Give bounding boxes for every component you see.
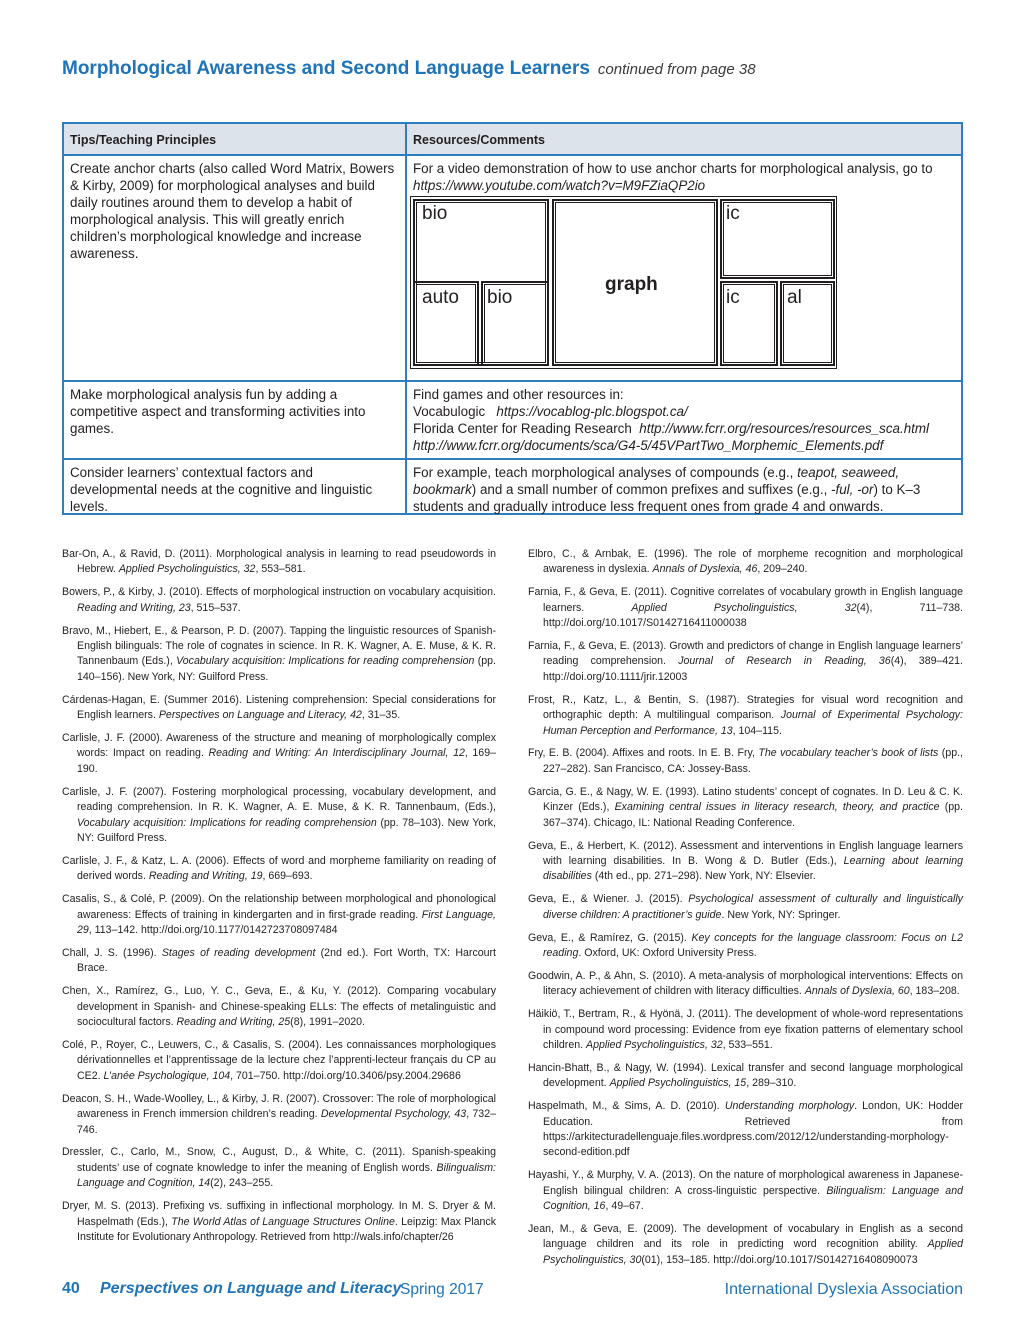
reference-text: Geva, E., & Herbert, K. (2012). Assessment and interventions in English language learners with learning disabilities. In B. Wong & D. Butler (Eds.), <box>528 839 963 867</box>
reference-source: Vocabulary acquisition: Implications for reading comprehension <box>176 655 475 668</box>
compound-examples: teapot, seaweed, bookmark <box>413 465 900 497</box>
reference-text: Fry, E. B. (2004). Affixes and roots. In E. B. Fry, <box>528 747 759 760</box>
reference-source: Understanding morphology <box>724 1100 855 1113</box>
reference-details: (pp., 227–282). San Francisco, CA: Jossey-Bass. <box>543 747 963 775</box>
page-number: 40 <box>62 1280 80 1297</box>
reference-source: Annals of Dyslexia, 60 <box>804 985 910 998</box>
reference-entry <box>528 1099 963 1161</box>
reference-source: Applied Psycholinguistics, 30 <box>543 1238 963 1266</box>
reference-entry <box>528 1007 963 1053</box>
reference-entry <box>62 1038 496 1084</box>
reference-text: Deacon, S. H., Wade-Woolley, L., & Kirby, J. R. (2007). Crossover: The role of morphological awareness in French immersion children’s reading. <box>62 1092 496 1121</box>
reference-details: (8), 1991–2020. <box>290 1016 365 1029</box>
reference-text: Carlisle, J. F. (2007). Fostering morphological processing, vocabulary development, and reading comprehension. In R. K. Wagner, A. E. Muse, & K. R. Tannenbaum, (Eds.), <box>62 785 496 814</box>
reference-details: , 515–537. <box>190 601 241 614</box>
reference-entry <box>528 892 963 923</box>
suffix-ic: ic <box>726 287 740 308</box>
reference-entry <box>62 624 496 686</box>
references-right-column <box>528 547 963 1276</box>
reference-text: Häikiö, T., Bertram, R., & Hyönä, J. (2011). The development of whole-word representations in compound word processing: Evidence from eye fixation patterns of elementary school children. <box>528 1008 963 1051</box>
reference-source: Applied Psycholinguistics, 32 <box>586 1038 723 1051</box>
vocabulogic-label: Vocabulogic <box>413 404 486 419</box>
reference-entry <box>62 547 496 578</box>
fcrr-pdf-link[interactable]: http://www.fcrr.org/documents/sca/G4-5/45VPartTwo_Morphemic_Elements.pdf <box>413 438 884 453</box>
reference-entry <box>62 892 496 938</box>
reference-entry <box>62 785 496 847</box>
reference-source: Applied Psycholinguistics, 32 <box>118 563 256 576</box>
reference-details: (pp. 367–374). Chicago, IL: National Reading Conference. <box>543 801 963 829</box>
reference-entry <box>62 946 496 977</box>
reference-details: , 669–693. <box>262 870 313 883</box>
tip-cell: Create anchor charts (also called Word Matrix, Bowers & Kirby, 2009) for morphological analyses and build daily routines around them to develop a habit of morphological analysis. This will greatly enrich children’s morphological knowledge and increase awareness. <box>64 154 407 380</box>
reference-entry <box>62 1145 496 1191</box>
page-header <box>62 58 962 80</box>
reference-source: Reading and Writing, 23 <box>77 601 191 614</box>
issue-season: Spring 2017 <box>400 1281 484 1298</box>
reference-entry <box>62 854 496 885</box>
tip-cell: Make morphological analysis fun by adding a competitive aspect and transforming activities into games. <box>64 380 407 458</box>
affix-examples: -ful, -or <box>831 482 874 497</box>
reference-details: . London, UK: Hodder Education. Retrieved from https://arkitecturadellenguaje.files.wordpress.com/2012/12/understanding-morphology-second-edition.pdf <box>543 1100 964 1159</box>
reference-source: Examining central issues in literacy research, theory, and practice <box>614 801 940 814</box>
reference-details: , 533–551. <box>722 1038 773 1051</box>
reference-source: Stages of reading development <box>161 946 316 959</box>
reference-text: Farnia, F., & Geva, E. (2011). Cognitive correlates of vocabulary growth in English language learners. <box>528 586 963 614</box>
reference-source: Reading and Writing: An Interdisciplinary Journal, 12 <box>208 747 465 760</box>
reference-source: First Language, 29 <box>77 908 496 937</box>
reference-details: , 701–750. http://doi.org/10.3406/psy.2004.29686 <box>230 1069 461 1082</box>
reference-details: , 104–115. <box>732 724 782 737</box>
reference-entry <box>528 639 963 685</box>
reference-text: Colé, P., Royer, C., Leuwers, C., & Casalis, S. (2004). Les connaissances morphologiques dérivationnelles et l’apprentissage de la lecture chez l’apprenti-lecteur français du CP au CE2. <box>62 1038 496 1082</box>
youtube-link[interactable]: https://www.youtube.com/watch?v=M9FZiaQP2io <box>413 178 706 193</box>
resource-text: For a video demonstration of how to use anchor charts for morphological analysis, go to <box>413 161 933 176</box>
reference-details: (4), 711–738. http://doi.org/10.1017/S0142716411000038 <box>543 601 963 630</box>
suffix-ic-top: ic <box>726 203 740 224</box>
reference-text: Elbro, C., & Arnbak, E. (1996). The role of morpheme recognition and morphological awareness in dyslexia. <box>528 548 963 576</box>
reference-details: (2nd ed.). Fort Worth, TX: Harcourt Brace. <box>77 946 496 975</box>
reference-source: Reading and Writing, 25 <box>176 1016 291 1029</box>
reference-text: Hayashi, Y., & Murphy, V. A. (2013). On the nature of morphological awareness in Japanese-English bilingual children: A cross-linguistic perspective. <box>528 1169 963 1197</box>
reference-source: Journal of Experimental Psychology: Human Perception and Performance, 13 <box>543 709 964 737</box>
reference-details: (pp. 78–103). New York, NY: Guilford Press. <box>77 816 496 844</box>
reference-entry <box>528 1222 963 1268</box>
reference-entry <box>62 731 496 777</box>
resource-line <box>413 403 955 420</box>
reference-text: Cárdenas-Hagan, E. (Summer 2016). Listening comprehension: Special considerations for English learners. <box>62 693 496 722</box>
reference-entry <box>528 547 963 578</box>
reference-text: Geva, E., & Wiener. J. (2015). <box>528 893 689 906</box>
base-graph: graph <box>605 274 658 295</box>
reference-details: . New York, NY: Springer. <box>721 908 841 921</box>
reference-details: (pp. 140–156). New York, NY: Guilford Press. <box>77 655 496 683</box>
reference-details: , 49–67. <box>605 1200 644 1213</box>
reference-entry <box>62 585 496 616</box>
reference-source: Perspectives on Language and Literacy, 42 <box>158 709 362 722</box>
reference-details: , 31–35. <box>361 709 401 722</box>
reference-details: . Leipzig: Max Planck Institute for Evolutionary Anthropology. Retrieved from http://wals.info/chapter/26 <box>77 1215 496 1243</box>
resource-text: ) and a small number of common prefixes and suffixes (e.g., <box>471 482 832 497</box>
reference-text: Dryer, M. S. (2013). Prefixing vs. suffixing in inflectional morphology. In M. S. Dryer & M. Haspelmath (Eds.), <box>62 1200 496 1228</box>
resource-text: ) to K–3 students and gradually introduce less frequent ones from grade 4 and onwards. <box>413 482 921 514</box>
reference-source: Key concepts for the language classroom: Focus on L2 reading <box>543 931 963 959</box>
reference-text: Carlisle, J. F. (2000). Awareness of the structure and meaning of morphologically complex words: Impact on reading. <box>62 732 496 760</box>
resource-line <box>413 420 955 437</box>
reference-details: , 113–142. http://doi.org/10.1177/0142723708097484 <box>88 924 338 937</box>
reference-source: Annals of Dyslexia, 46 <box>652 563 758 576</box>
reference-text: Geva, E., & Ramírez, G. (2015). <box>528 931 692 944</box>
reference-details: , 183–208. <box>909 985 960 998</box>
reference-details: (2), 243–255. <box>210 1177 274 1190</box>
reference-text: Chen, X., Ramírez, G., Luo, Y. C., Geva, E., & Ku, Y. (2012). Comparing vocabulary development in Spanish- and Chinese-speaking ELLs: The effects of metalinguistic and sociocultural factors. <box>62 985 496 1029</box>
reference-entry <box>528 1061 963 1092</box>
reference-entry <box>62 984 496 1030</box>
reference-source: The World Atlas of Language Structures Online <box>171 1215 395 1228</box>
col-header-tips: Tips/Teaching Principles <box>64 124 407 154</box>
reference-entry <box>528 931 963 962</box>
reference-entry <box>528 693 963 739</box>
reference-source: Learning about learning disabilities <box>543 854 963 883</box>
reference-text: Haspelmath, M., & Sims, A. D. (2010). <box>528 1100 725 1113</box>
reference-entry <box>528 969 963 1000</box>
prefix-bio-top: bio <box>422 203 448 224</box>
reference-entry <box>62 1092 496 1138</box>
reference-source: The vocabulary teacher’s book of lists <box>758 747 939 760</box>
journal-name: Perspectives on Language and Literacy <box>100 1280 402 1297</box>
col-header-resources: Resources/Comments <box>413 133 545 147</box>
prefix-bio: bio <box>487 287 513 308</box>
reference-details: (01), 153–185. http://doi.org/10.1017/S0142716408090073 <box>641 1253 918 1266</box>
reference-text: Bowers, P., & Kirby, J. (2010). Effects of morphological instruction on vocabulary acquisition. <box>62 586 496 599</box>
reference-source: L’anée Psychologique, 104 <box>103 1069 231 1082</box>
table-header-row <box>64 124 961 156</box>
resource-cell <box>407 380 961 458</box>
reference-entry <box>528 785 963 831</box>
tip-cell: Consider learners’ contextual factors and developmental needs at the cognitive and linguistic levels. <box>64 458 407 513</box>
reference-details: , 732–746. <box>77 1108 496 1136</box>
reference-details: (4th ed., pp. 271–298). New York, NY: Elsevier. <box>591 870 816 883</box>
word-matrix-diagram <box>410 196 837 369</box>
reference-details: , 289–310. <box>746 1077 797 1090</box>
reference-source: Applied Psycholinguistics, 15 <box>609 1077 747 1090</box>
reference-text: Bar-On, A., & Ravid, D. (2011). Morphological analysis in learning to read pseudowords in Hebrew. <box>62 548 496 576</box>
reference-details: , 169–190. <box>77 747 496 775</box>
organization-name: International Dyslexia Association <box>724 1281 963 1298</box>
reference-text: Chall, J. S. (1996). <box>62 946 162 959</box>
references-left-column <box>62 547 496 1253</box>
reference-entry <box>62 1199 496 1245</box>
reference-text: Carlisle, J. F., & Katz, L. A. (2006). Effects of word and morpheme familiarity on reading of derived words. <box>62 854 496 883</box>
resource-intro: Find games and other resources in: <box>413 387 624 402</box>
reference-text: Casalis, S., & Colé, P. (2009). On the relationship between morphological and phonological awareness: Effects of training in kindergarten and in first-grade reading. <box>62 893 496 921</box>
page-title: Morphological Awareness and Second Language Learners <box>62 58 590 79</box>
vocabulogic-link[interactable]: https://vocablog-plc.blogspot.ca/ <box>496 404 688 419</box>
reference-source: Developmental Psychology, 43 <box>320 1108 467 1121</box>
reference-source: Reading and Writing, 19 <box>148 870 263 883</box>
fcrr-link[interactable]: http://www.fcrr.org/resources/resources_sca.html <box>639 421 930 436</box>
reference-text: Goodwin, A. P., & Ahn, S. (2010). A meta-analysis of morphological interventions: Effects on literacy achievement of children with literacy difficulties. <box>528 969 963 998</box>
reference-text: Bravo, M., Hiebert, E., & Pearson, P. D. (2007). Tapping the linguistic resources of Spanish-English bilinguals: The role of cognates in science. In R. K. Wagner, A. E. Muse, & K. R. Tannenbaum (Eds.), <box>62 624 496 668</box>
page-footer <box>62 1280 963 1302</box>
reference-text: Garcia, G. E., & Nagy, W. E. (1993). Latino students’ concept of cognates. In D. Leu & C. K. Kinzer (Eds.), <box>528 785 963 814</box>
reference-details: , 209–240. <box>757 563 808 576</box>
resource-text: For example, teach morphological analyses of compounds (e.g., <box>413 465 798 480</box>
reference-entry <box>528 839 963 885</box>
reference-entry <box>62 693 496 724</box>
reference-details: (4), 389–421. http://doi.org/10.1111/jrir.12003 <box>543 655 963 683</box>
continued-note: continued from page 38 <box>597 61 756 78</box>
reference-details: . Oxford, UK: Oxford University Press. <box>578 946 757 959</box>
reference-source: Applied Psycholinguistics, 32 <box>631 601 857 614</box>
resource-cell <box>407 458 961 513</box>
table-row <box>64 380 961 460</box>
reference-text: Farnia, F., & Geva, E. (2013). Growth and predictors of change in English language learners’ reading comprehension. <box>528 640 963 668</box>
reference-details: , 553–581. <box>255 563 306 576</box>
reference-source: Vocabulary acquisition: Implications for reading comprehension <box>77 816 377 829</box>
reference-source: Psychological assessment of culturally and linguistically diverse children: A practitioner’s guide <box>543 893 963 921</box>
reference-source: Journal of Research in Reading, 36 <box>678 655 891 668</box>
table-row <box>64 458 961 513</box>
reference-text: Hancin-Bhatt, B., & Nagy, W. (1994). Lexical transfer and second language morphological development. <box>528 1061 963 1090</box>
reference-source: Bilingualism: Language and Cognition, 14 <box>77 1161 496 1190</box>
reference-text: Dressler, C., Carlo, M., Snow, C., August, D., & White, C. (2011). Spanish-speaking students’ use of cognate knowledge to infer the meaning of English words. <box>62 1146 496 1174</box>
reference-text: Jean, M., & Geva, E. (2009). The development of vocabulary in English as a second language children and its role in predicting word recognition ability. <box>528 1223 963 1251</box>
reference-entry <box>528 1168 963 1214</box>
reference-text: Frost, R., Katz, L., & Bentin, S. (1987). Strategies for visual word recognition and orthographic depth: A multilingual comparison. <box>528 693 963 722</box>
reference-entry <box>528 585 963 631</box>
suffix-al: al <box>787 287 802 308</box>
reference-entry <box>528 746 963 777</box>
reference-source: Bilingualism: Language and Cognition, 16 <box>543 1184 963 1213</box>
prefix-auto: auto <box>422 287 459 308</box>
fcrr-label: Florida Center for Reading Research <box>413 421 632 436</box>
